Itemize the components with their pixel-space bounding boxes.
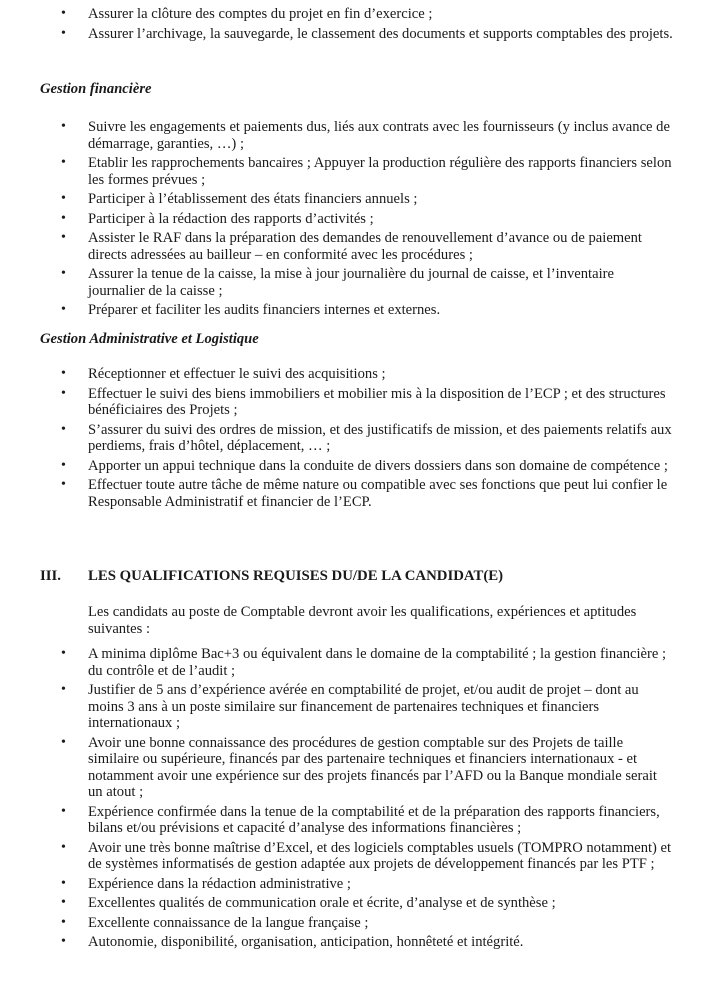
bullet-icon: • [61, 191, 66, 206]
bullet-icon: • [61, 477, 66, 492]
list-item: • Avoir une très bonne maîtrise d’Excel, et des logiciels comptables usuels (TOMPRO notamment) et de systèmes informatisés de gestion adaptée aux projets de développement financés par les PTF ; [61, 839, 672, 872]
bullet-icon: • [61, 734, 66, 750]
bullet-icon: • [61, 682, 66, 697]
bullet-icon: • [61, 25, 66, 41]
list-item: • Etablir les rapprochements bancaires ; Appuyer la production régulière des rapports financiers selon les formes prévues ; [61, 155, 672, 188]
list-item: • Expérience dans la rédaction administrative ; [61, 875, 351, 892]
list-item: • Assurer l’archivage, la sauvegarde, le classement des documents et supports comptables des projets. [61, 25, 673, 42]
list-item: • S’assurer du suivi des ordres de mission, et des justificatifs de mission, et des paiements relatifs aux perdiems, frais d’hôtel, déplacement, … ; [61, 421, 672, 454]
bullet-icon: • [61, 914, 66, 930]
bullet-icon: • [61, 875, 66, 891]
list-item: • Assurer la clôture des comptes du projet en fin d’exercice ; [61, 6, 433, 22]
bullet-icon: • [61, 302, 66, 317]
list-item: • Excellente connaissance de la langue française ; [61, 914, 369, 931]
bullet-icon: • [61, 155, 66, 170]
bullet-icon: • [61, 266, 66, 281]
section-title-admin: Gestion Administrative et Logistique [40, 331, 259, 347]
list-item: • Assister le RAF dans la préparation des demandes de renouvellement d’avance ou de paiement directs adressées au bailleur – en conformité avec les procédures ; [61, 230, 642, 263]
qualifications-list-block [0, 646, 711, 954]
financial-list [0, 119, 711, 319]
bullet-icon: • [61, 646, 66, 661]
qualifications-intro: Les candidats au poste de Comptable devront avoir les qualifications, expériences et aptitudes suivantes : [88, 604, 637, 637]
bullet-icon: • [61, 385, 66, 401]
section-title-financial: Gestion financière [40, 81, 152, 97]
list-item: • Autonomie, disponibilité, organisation, anticipation, honnêteté et intégrité. [61, 934, 524, 950]
bullet-icon: • [61, 803, 66, 819]
admin-list [0, 366, 711, 510]
list-item: • Effectuer toute autre tâche de même nature ou compatible avec ses fonctions que peut lui confier le Responsable Administratif et financier de l’ECP. [61, 477, 668, 510]
list-item: • Participer à l’établissement des états financiers annuels ; [61, 191, 418, 207]
top-list [0, 6, 711, 42]
list-item: • Préparer et faciliter les audits financiers internes et externes. [61, 302, 441, 318]
section-heading-qualifications [40, 568, 503, 585]
list-item: • Excellentes qualités de communication orale et écrite, d’analyse et de synthèse ; [61, 895, 556, 911]
bullet-icon: • [61, 421, 66, 437]
list-item: • Expérience confirmée dans la tenue de la comptabilité et de la préparation des rapports financiers, bilans et/ou prévisions et capacité d’analyse des informations financières ; [61, 803, 660, 836]
bullet-icon: • [61, 934, 66, 949]
bullet-icon: • [61, 895, 66, 910]
bullet-icon: • [61, 210, 66, 226]
section-heading-text: LES QUALIFICATIONS REQUISES DU/DE LA CANDIDAT(E) [88, 568, 504, 584]
admin-list-block [0, 366, 711, 513]
list-item: • A minima diplôme Bac+3 ou équivalent dans le domaine de la comptabilité ; la gestion financière ; du contrôle et de l’audit ; [61, 646, 667, 679]
bullet-icon: • [61, 457, 66, 473]
bullet-icon: • [61, 6, 66, 21]
list-item: • Effectuer le suivi des biens immobiliers et mobilier mis à la disposition de l’ECP ; et des structures bénéficiaires des Projets ; [61, 385, 666, 418]
list-item: • Participer à la rédaction des rapports d’activités ; [61, 210, 374, 227]
list-item: • Suivre les engagements et paiements dus, liés aux contrats avec les fournisseurs (y inclus avance de démarrage, garanties, …) ; [61, 119, 670, 152]
bullet-icon: • [61, 119, 66, 134]
top-list-block [0, 6, 711, 45]
list-item: • Assurer la tenue de la caisse, la mise à jour journalière du journal de caisse, et l’inventaire journalier de la caisse ; [61, 266, 614, 299]
section-number: III. [40, 568, 61, 584]
list-item: • Avoir une bonne connaissance des procédures de gestion comptable sur des Projets de taille similaire ou supérieure, financés par des partenaire techniques et financiers internationaux - et notamment avoir une expérience sur des projets financés par l’AFD ou la Banque mondiale serait un atout ; [61, 734, 657, 800]
list-item: • Réceptionner et effectuer le suivi des acquisitions ; [61, 366, 386, 382]
bullet-icon: • [61, 230, 66, 245]
list-item: • Apporter un appui technique dans la conduite de divers dossiers dans son domaine de compétence ; [61, 457, 668, 474]
qualifications-list [0, 646, 711, 951]
bullet-icon: • [61, 839, 66, 855]
list-item: • Justifier de 5 ans d’expérience avérée en comptabilité de projet, et/ou audit de projet – dont au moins 3 ans à un poste similaire sur financement de partenaires techniques et financiers internationaux ; [61, 682, 639, 731]
financial-list-block [0, 119, 711, 322]
bullet-icon: • [61, 366, 66, 381]
